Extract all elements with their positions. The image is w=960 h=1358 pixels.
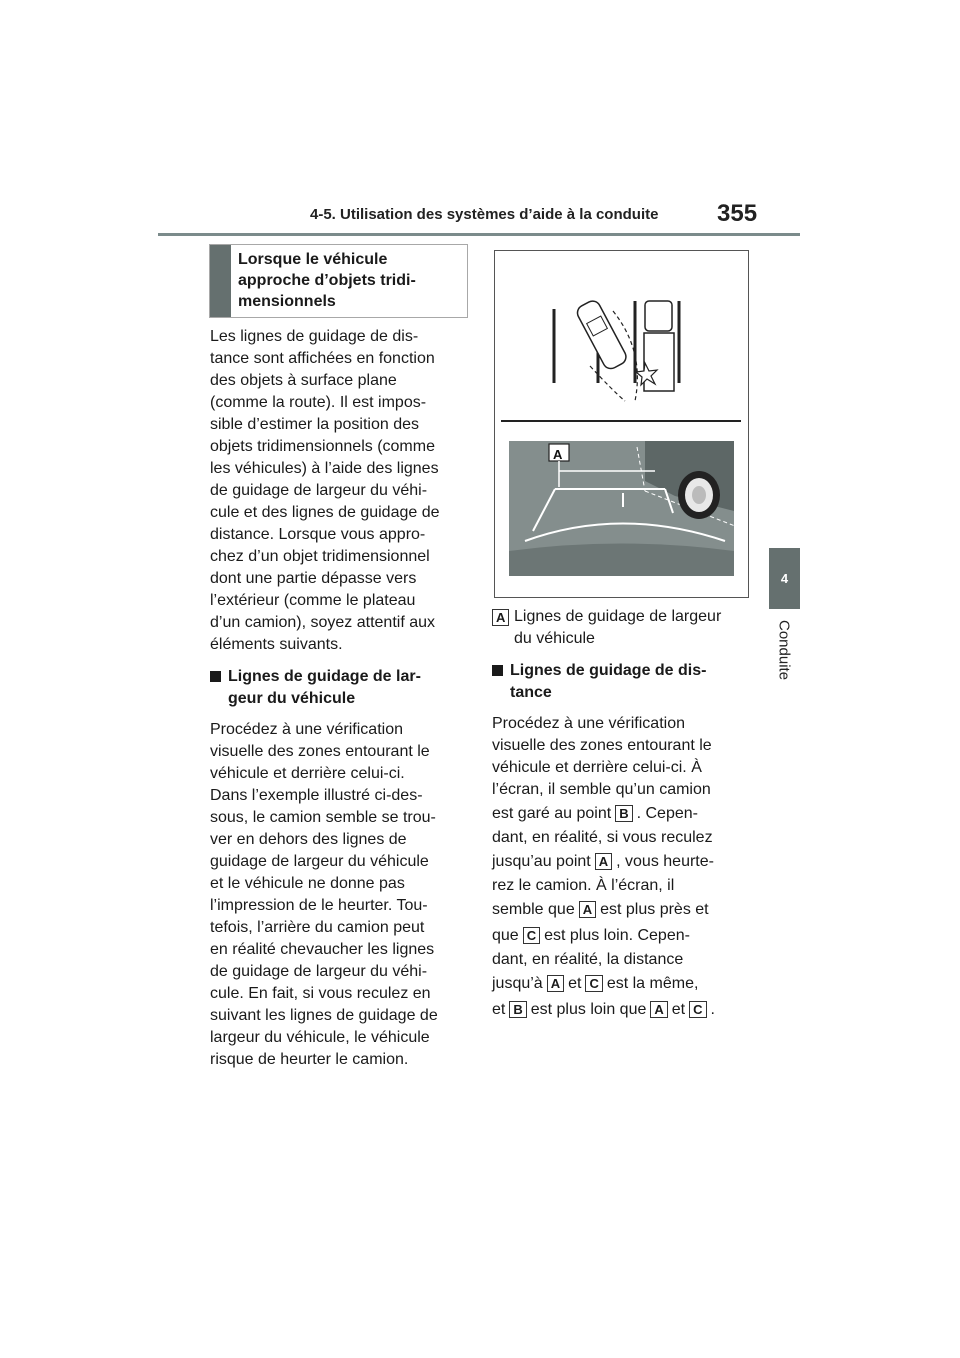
label-badge-a: A [595,853,612,870]
text-line [492,997,757,1023]
text-line: rez le camion. À l’écran, il [492,877,675,894]
text-span: est plus loin. Cepen- [544,927,690,944]
text-line: des objets à surface plane [210,372,397,389]
text-line: tance [510,684,552,701]
section-heading-box [209,244,468,318]
text-line [492,849,757,875]
text-line: du véhicule [514,630,595,647]
text-line: de guidage de largeur du véhi- [210,482,428,499]
text-span: que [492,927,519,944]
text-line: les véhicules) à l’aide des lignes [210,460,439,477]
text-line: dant, en réalité, la distance [492,951,684,968]
label-badge-a: A [547,975,564,992]
text-line: éléments suivants. [210,636,343,653]
text-line [492,897,757,923]
text-span: et [568,975,582,992]
label-badge-c: C [523,927,540,944]
text-line: ver en dehors des lignes de [210,831,407,848]
text-line: chez d’un objet tridimensionnel [210,548,430,565]
text-span: et [492,1001,506,1018]
text-line: et le véhicule ne donne pas [210,875,405,892]
text-line: cule. En fait, si vous reculez en [210,985,431,1002]
text-line: Procédez à une vérification [492,715,685,732]
text-line [492,971,757,997]
text-line: dant, en réalité, si vous reculez [492,829,713,846]
label-badge-b: B [615,805,632,822]
text-line: guidage de largeur du véhicule [210,853,429,870]
label-badge-c: C [689,1001,706,1018]
text-line: suivant les lignes de guidage de [210,1007,438,1024]
text-line [492,801,757,827]
square-bullet-icon [492,665,503,676]
text-line: véhicule et derrière celui-ci. À [492,759,702,776]
text-line: d’un camion), soyez attentif aux [210,614,436,631]
text-line: véhicule et derrière celui-ci. [210,765,405,782]
body-paragraph [492,713,757,1023]
text-line: dont une partie dépasse vers [210,570,417,587]
text-line: cule et des lignes de guidage de [210,504,440,521]
text-line: geur du véhicule [228,690,356,707]
label-badge-b: B [509,1001,526,1018]
text-line: Lignes de guidage de largeur [514,608,722,625]
diagram-callout-a: A [553,447,563,462]
label-badge-a: A [650,1001,667,1018]
header-title: 4-5. Utilisation des systèmes d’aide à la conduite [310,206,659,223]
text-span: , vous heurte- [616,853,714,870]
body-paragraph [210,719,472,1071]
text-span: jusqu’à [492,975,543,992]
text-line: de guidage de largeur du véhi- [210,963,428,980]
heading-line: approche d’objets tridi- [238,272,416,289]
camera-view [509,441,735,576]
label-badge-c: C [585,975,602,992]
label-badge-a: A [492,609,509,626]
intro-paragraph [210,326,472,656]
label-badge-a: A [579,901,596,918]
text-line: visuelle des zones entourant le [210,743,430,760]
chapter-tab: 4 [769,548,800,609]
diagram-caption [492,606,757,650]
text-span: est la même, [606,975,699,992]
text-span: est plus loin que [530,1001,647,1018]
text-span: et [671,1001,686,1018]
guide-line-diagram [494,250,749,598]
text-line: risque de heurter le camion. [210,1051,409,1068]
text-line: largeur du véhicule, le véhicule [210,1029,430,1046]
subheading-width-lines [210,666,472,710]
section-heading [238,249,416,312]
diagram-illustration [495,251,748,597]
header-rule [158,233,800,236]
text-span: . Cepen- [636,805,698,822]
text-line: l’extérieur (comme le plateau [210,592,416,609]
text-line: Dans l’exemple illustré ci-des- [210,787,423,804]
text-line: (comme la route). Il est impos- [210,394,427,411]
heading-line: Lorsque le véhicule [238,251,388,268]
text-line: tance sont affichées en fonction [210,350,435,367]
subheading-distance-lines [492,660,757,704]
text-line: objets tridimensionnels (comme [210,438,435,455]
text-line: Lignes de guidage de dis- [510,662,707,679]
text-line: Procédez à une vérification [210,721,403,738]
text-span: semble que [492,901,575,918]
text-line: Lignes de guidage de lar- [228,668,421,685]
text-line: l’impression de le heurter. Tou- [210,897,428,914]
text-line: distance. Lorsque vous appro- [210,526,426,543]
text-line: sible d’estimer la position des [210,416,419,433]
left-column [210,326,472,1071]
text-line: visuelle des zones entourant le [492,737,712,754]
text-line [492,923,757,949]
text-line: tefois, l’arrière du camion peut [210,919,425,936]
text-line: Les lignes de guidage de dis- [210,328,419,345]
page-number: 355 [717,200,758,227]
heading-line: mensionnels [238,293,336,310]
text-line: sous, le camion semble se trou- [210,809,436,826]
text-span: . [710,1001,715,1018]
text-span: est garé au point [492,805,612,822]
text-line: l’écran, il semble qu’un camion [492,781,711,798]
right-column [492,606,757,1023]
chapter-tab-label: Conduite [775,620,793,681]
text-span: jusqu’au point [492,853,591,870]
heading-accent-bar [210,245,231,317]
square-bullet-icon [210,671,221,682]
top-view [554,298,679,401]
text-span: est plus près et [600,901,709,918]
text-line: en réalité chevaucher les lignes [210,941,435,958]
